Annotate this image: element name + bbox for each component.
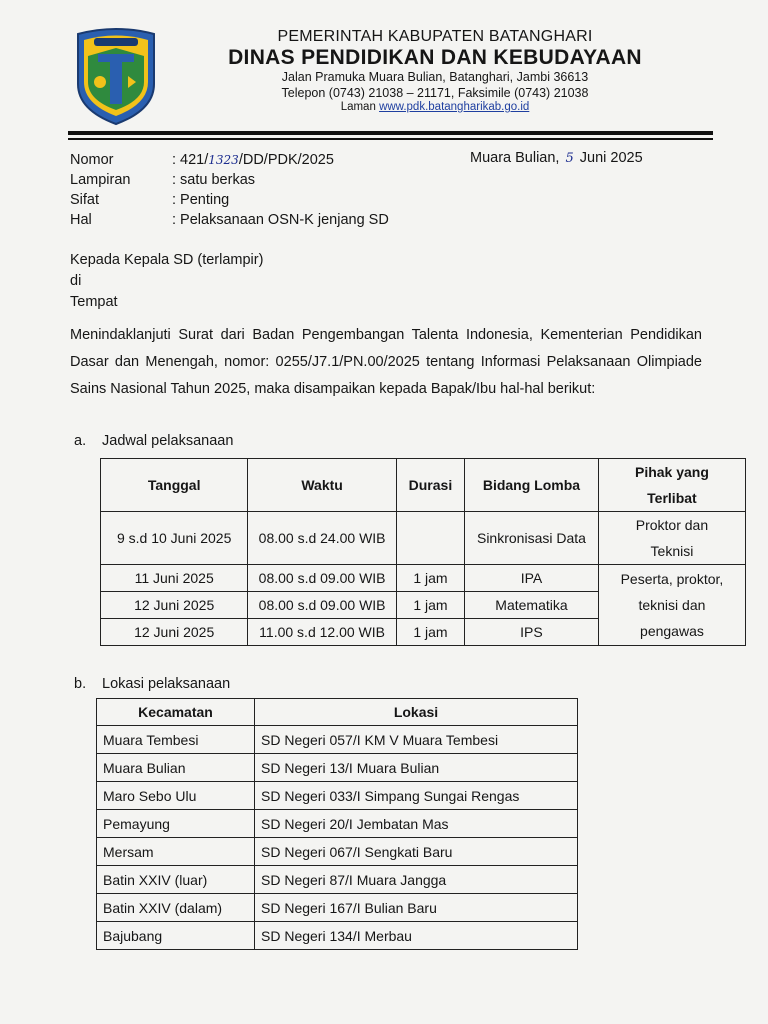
recipient-line2: di — [70, 273, 82, 289]
cell-lokasi: SD Negeri 20/I Jembatan Mas — [255, 810, 578, 838]
header-bidang: Bidang Lomba — [465, 459, 599, 512]
section-a-title — [74, 433, 233, 449]
cell-bidang: Matematika — [465, 592, 599, 619]
schedule-header-row — [101, 459, 746, 512]
nomor-handwritten: 1323 — [208, 153, 239, 167]
section-b-title — [74, 676, 230, 692]
letterhead-website-line — [220, 101, 650, 113]
cell-durasi: 1 jam — [396, 565, 464, 592]
cell-waktu: 08.00 s.d 09.00 WIB — [248, 592, 397, 619]
cell-durasi — [396, 512, 464, 565]
cell-kecamatan: Maro Sebo Ulu — [97, 782, 255, 810]
meta-row-hal — [70, 210, 389, 230]
section-a-label: a. — [74, 433, 87, 449]
cell-waktu: 08.00 s.d 24.00 WIB — [248, 512, 397, 565]
cell-tanggal: 11 Juni 2025 — [101, 565, 248, 592]
section-b-label: b. — [74, 676, 87, 692]
cell-bidang: Sinkronisasi Data — [465, 512, 599, 565]
cell-lokasi: SD Negeri 13/I Muara Bulian — [255, 754, 578, 782]
cell-tanggal: 12 Juni 2025 — [101, 592, 248, 619]
cell-kecamatan: Muara Bulian — [97, 754, 255, 782]
table-row — [97, 922, 578, 950]
header-lokasi: Lokasi — [255, 699, 578, 726]
website-label: Laman — [340, 101, 376, 113]
cell-waktu: 08.00 s.d 09.00 WIB — [248, 565, 397, 592]
table-row — [101, 565, 746, 592]
cell-pihak-merged: Peserta, proktor, teknisi dan pengawas — [598, 565, 745, 646]
table-row — [97, 726, 578, 754]
letterhead-address: Jalan Pramuka Muara Bulian, Batanghari, Jambi 36613 — [281, 70, 589, 84]
cell-kecamatan: Pemayung — [97, 810, 255, 838]
recipient-line1: Kepada Kepala SD (terlampir) — [70, 252, 264, 268]
meta-row-nomor — [70, 150, 389, 170]
table-row — [97, 782, 578, 810]
table-row — [97, 810, 578, 838]
sifat-label: Sifat — [70, 192, 100, 208]
table-row — [97, 866, 578, 894]
day-handwritten: 5 — [565, 151, 574, 166]
nomor-suffix: /DD/PDK/2025 — [238, 152, 334, 168]
letterhead-government: PEMERINTAH KABUPATEN BATANGHARI — [277, 28, 593, 45]
cell-waktu: 11.00 s.d 12.00 WIB — [248, 619, 397, 646]
cell-tanggal: 12 Juni 2025 — [101, 619, 248, 646]
nomor-label: Nomor — [70, 152, 114, 168]
letterhead-rule-thick — [68, 131, 713, 135]
cell-lokasi: SD Negeri 033/I Simpang Sungai Rengas — [255, 782, 578, 810]
letterhead-agency: DINAS PENDIDIKAN DAN KEBUDAYAAN — [228, 46, 642, 69]
nomor-prefix: : 421/ — [172, 152, 209, 168]
hal-label: Hal — [70, 212, 92, 228]
cell-kecamatan: Bajubang — [97, 922, 255, 950]
cell-durasi: 1 jam — [396, 592, 464, 619]
cell-durasi: 1 jam — [396, 619, 464, 646]
schedule-table — [100, 458, 746, 646]
table-row — [97, 838, 578, 866]
cell-lokasi: SD Negeri 167/I Bulian Baru — [255, 894, 578, 922]
letter-meta — [70, 150, 389, 230]
recipient-line3: Tempat — [70, 294, 118, 310]
website-link[interactable]: www.pdk.batangharikab.go.id — [379, 101, 530, 113]
cell-kecamatan: Muara Tembesi — [97, 726, 255, 754]
header-durasi: Durasi — [396, 459, 464, 512]
cell-pihak: Proktor dan Teknisi — [598, 512, 745, 565]
cell-kecamatan: Batin XXIV (luar) — [97, 866, 255, 894]
location-table — [96, 698, 578, 950]
letterhead-rule-thin — [68, 138, 713, 140]
cell-lokasi: SD Negeri 067/I Sengkati Baru — [255, 838, 578, 866]
table-row — [97, 754, 578, 782]
section-a-text: Jadwal pelaksanaan — [102, 433, 234, 449]
table-row — [101, 512, 746, 565]
letterhead-phone: Telepon (0743) 21038 – 21171, Faksimile (0743) 21038 — [281, 86, 589, 100]
sifat-value: : Penting — [172, 192, 230, 208]
meta-row-sifat — [70, 190, 389, 210]
cell-lokasi: SD Negeri 134/I Merbau — [255, 922, 578, 950]
section-b-text: Lokasi pelaksanaan — [102, 676, 231, 692]
cell-kecamatan: Batin XXIV (dalam) — [97, 894, 255, 922]
body-paragraph: Menindaklanjuti Surat dari Badan Pengembangan Talenta Indonesia, Kementerian Pendidikan Dasar dan Menengah, nomor: 0255/J7.1/PN.00/2025 tentang Informasi Pelaksanaan Olimpiade Sains Nasional Tahun 2025, maka disampaikan kepada Bapak/Ibu hal-hal berikut: — [70, 327, 702, 397]
cell-tanggal: 9 s.d 10 Juni 2025 — [101, 512, 248, 565]
location-header-row — [97, 699, 578, 726]
month-year: Juni 2025 — [579, 150, 643, 166]
regency-crest-logo — [70, 26, 162, 126]
cell-kecamatan: Mersam — [97, 838, 255, 866]
cell-bidang: IPS — [465, 619, 599, 646]
cell-lokasi: SD Negeri 057/I KM V Muara Tembesi — [255, 726, 578, 754]
header-tanggal: Tanggal — [101, 459, 248, 512]
header-kecamatan: Kecamatan — [97, 699, 255, 726]
cell-lokasi: SD Negeri 87/I Muara Jangga — [255, 866, 578, 894]
lampiran-label: Lampiran — [70, 172, 131, 188]
lampiran-value: : satu berkas — [172, 172, 256, 188]
header-waktu: Waktu — [248, 459, 397, 512]
hal-value: : Pelaksanaan OSN-K jenjang SD — [172, 212, 389, 228]
table-row — [97, 894, 578, 922]
header-pihak: Pihak yang Terlibat — [598, 459, 745, 512]
place: Muara Bulian, — [470, 150, 560, 166]
meta-row-lampiran — [70, 170, 389, 190]
cell-bidang: IPA — [465, 565, 599, 592]
place-date — [470, 150, 643, 166]
nomor-value — [172, 150, 334, 170]
recipient-block — [70, 250, 263, 313]
